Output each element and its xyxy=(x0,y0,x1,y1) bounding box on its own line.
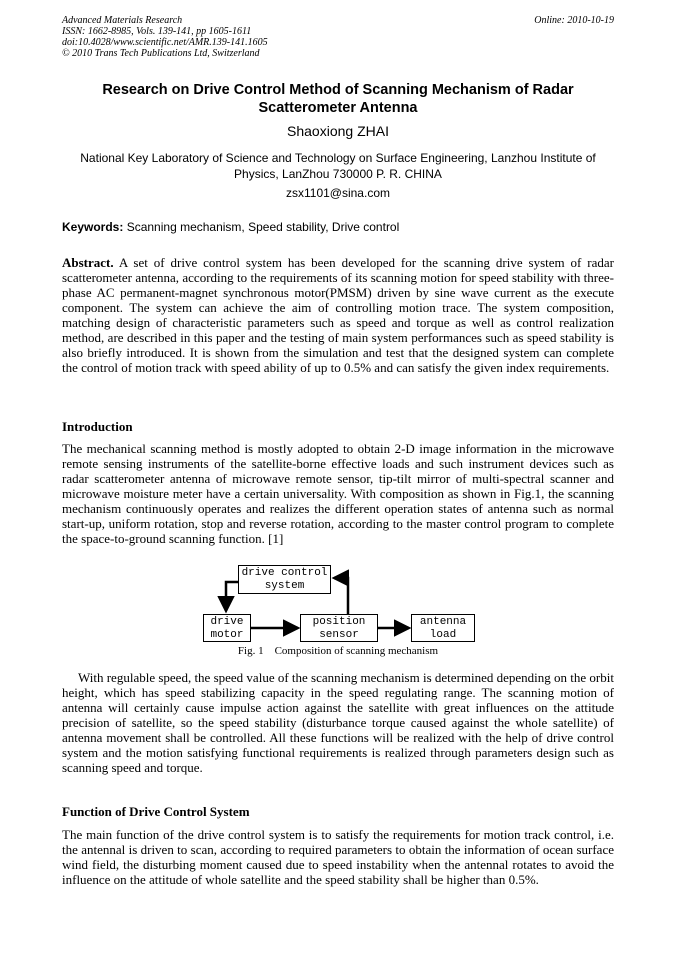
box-drive-motor: drive motor xyxy=(203,614,251,642)
introduction-heading: Introduction xyxy=(62,419,133,434)
arrow-control-to-motor xyxy=(226,582,238,611)
abstract-text: A set of drive control system has been developed for the scanning drive system of radar scatterometer antenna, according to the requirements of its scanning motion for speed stability with three-phase AC permanent-magnet synchronous motor(PMSM) driven by sine wave current as the execute component. The system can achieve the aim of controlling motion trace. The system composition, matching design of characteristic parameters such as speed and torque as well as control realization method, are described in this paper and the testing of main system performances such as speed stability is also briefly introduced. It is shown from the simulation and test that the designed system can complete the control of motion track with speed ability of up to 0.5% and can satisfy the given index requirements. xyxy=(62,255,614,375)
online-date: Online: 2010-10-19 xyxy=(534,15,614,26)
function-heading: Function of Drive Control System xyxy=(62,804,250,819)
figure-1-caption: Fig. 1 Composition of scanning mechanism xyxy=(237,645,439,657)
introduction-paragraph-1: The mechanical scanning method is mostly adopted to obtain 2-D image information in the microwave remote sensing instruments of the satellite-borne effective loads and such instrument devices such as radar scatterometer antenna of microwave remote sensor, tip-tilt mirror of multi-spectral scanner and microwave moisture meter have a certain universality. With composition as shown in Fig.1, the scanning mechanism continuously operates and realizes the different operation states of antenna such as normal start-up, uniform rotation, stop and reverse rotation, according to the master control program to complete the space-to-ground scanning function. [1] xyxy=(62,441,614,546)
abstract xyxy=(62,255,614,375)
journal-name: Advanced Materials Research xyxy=(62,15,183,26)
author-affiliation: National Key Laboratory of Science and Technology on Surface Engineering, Lanzhou Institute of Physics, LanZhou 730000 P. R. CHINA xyxy=(80,151,596,181)
author-email: zsx1101@sina.com xyxy=(285,186,390,200)
journal-doi: doi:10.4028/www.scientific.net/AMR.139-141.1605 xyxy=(62,37,268,48)
box-position-sensor: position sensor xyxy=(300,614,378,642)
box-drive-control-system: drive control system xyxy=(238,565,331,594)
keywords-text: Scanning mechanism, Speed stability, Drive control xyxy=(126,220,400,234)
keywords xyxy=(62,220,614,234)
paper-title: Research on Drive Control Method of Scanning Mechanism of Radar Scatterometer Antenna xyxy=(102,82,574,116)
journal-issn: ISSN: 1662-8985, Vols. 139-141, pp 1605-1611 xyxy=(62,26,252,37)
journal-copyright: © 2010 Trans Tech Publications Ltd, Switzerland xyxy=(62,48,260,59)
function-paragraph-1: The main function of the drive control system is to satisfy the requirements for motion track control, i.e. the antennal is driven to scan, according to required parameters to obtain the information of ocean surface wind field, the disturbing moment caused due to speed instability when the antennal rotates to avoid the influence on the attitude of whole satellite and the speed stability shall be higher than 0.5%. xyxy=(62,827,614,887)
introduction-paragraph-2: With regulable speed, the speed value of the scanning mechanism is determined depending on the orbit height, which has speed stabilizing capacity in the speed regulating range. The scanning motion of antenna will certainly cause impulse action against the satellite with great influences on the attitude precision of satellite, so the speed stability (disturbance torque caused against the whole satellite) of antenna movement shall be controlled. All these functions will be realized with the help of drive control system and the motion satisfying functional requirements is realized through parameters design such as scanning speed and torque. xyxy=(62,670,614,775)
keywords-label: Keywords: xyxy=(62,220,124,234)
box-antenna-load: antenna load xyxy=(411,614,475,642)
author-name: Shaoxiong ZHAI xyxy=(287,123,389,139)
journal-header xyxy=(62,15,614,59)
arrow-sensor-feedback xyxy=(334,578,348,614)
abstract-label: Abstract. xyxy=(62,255,114,270)
